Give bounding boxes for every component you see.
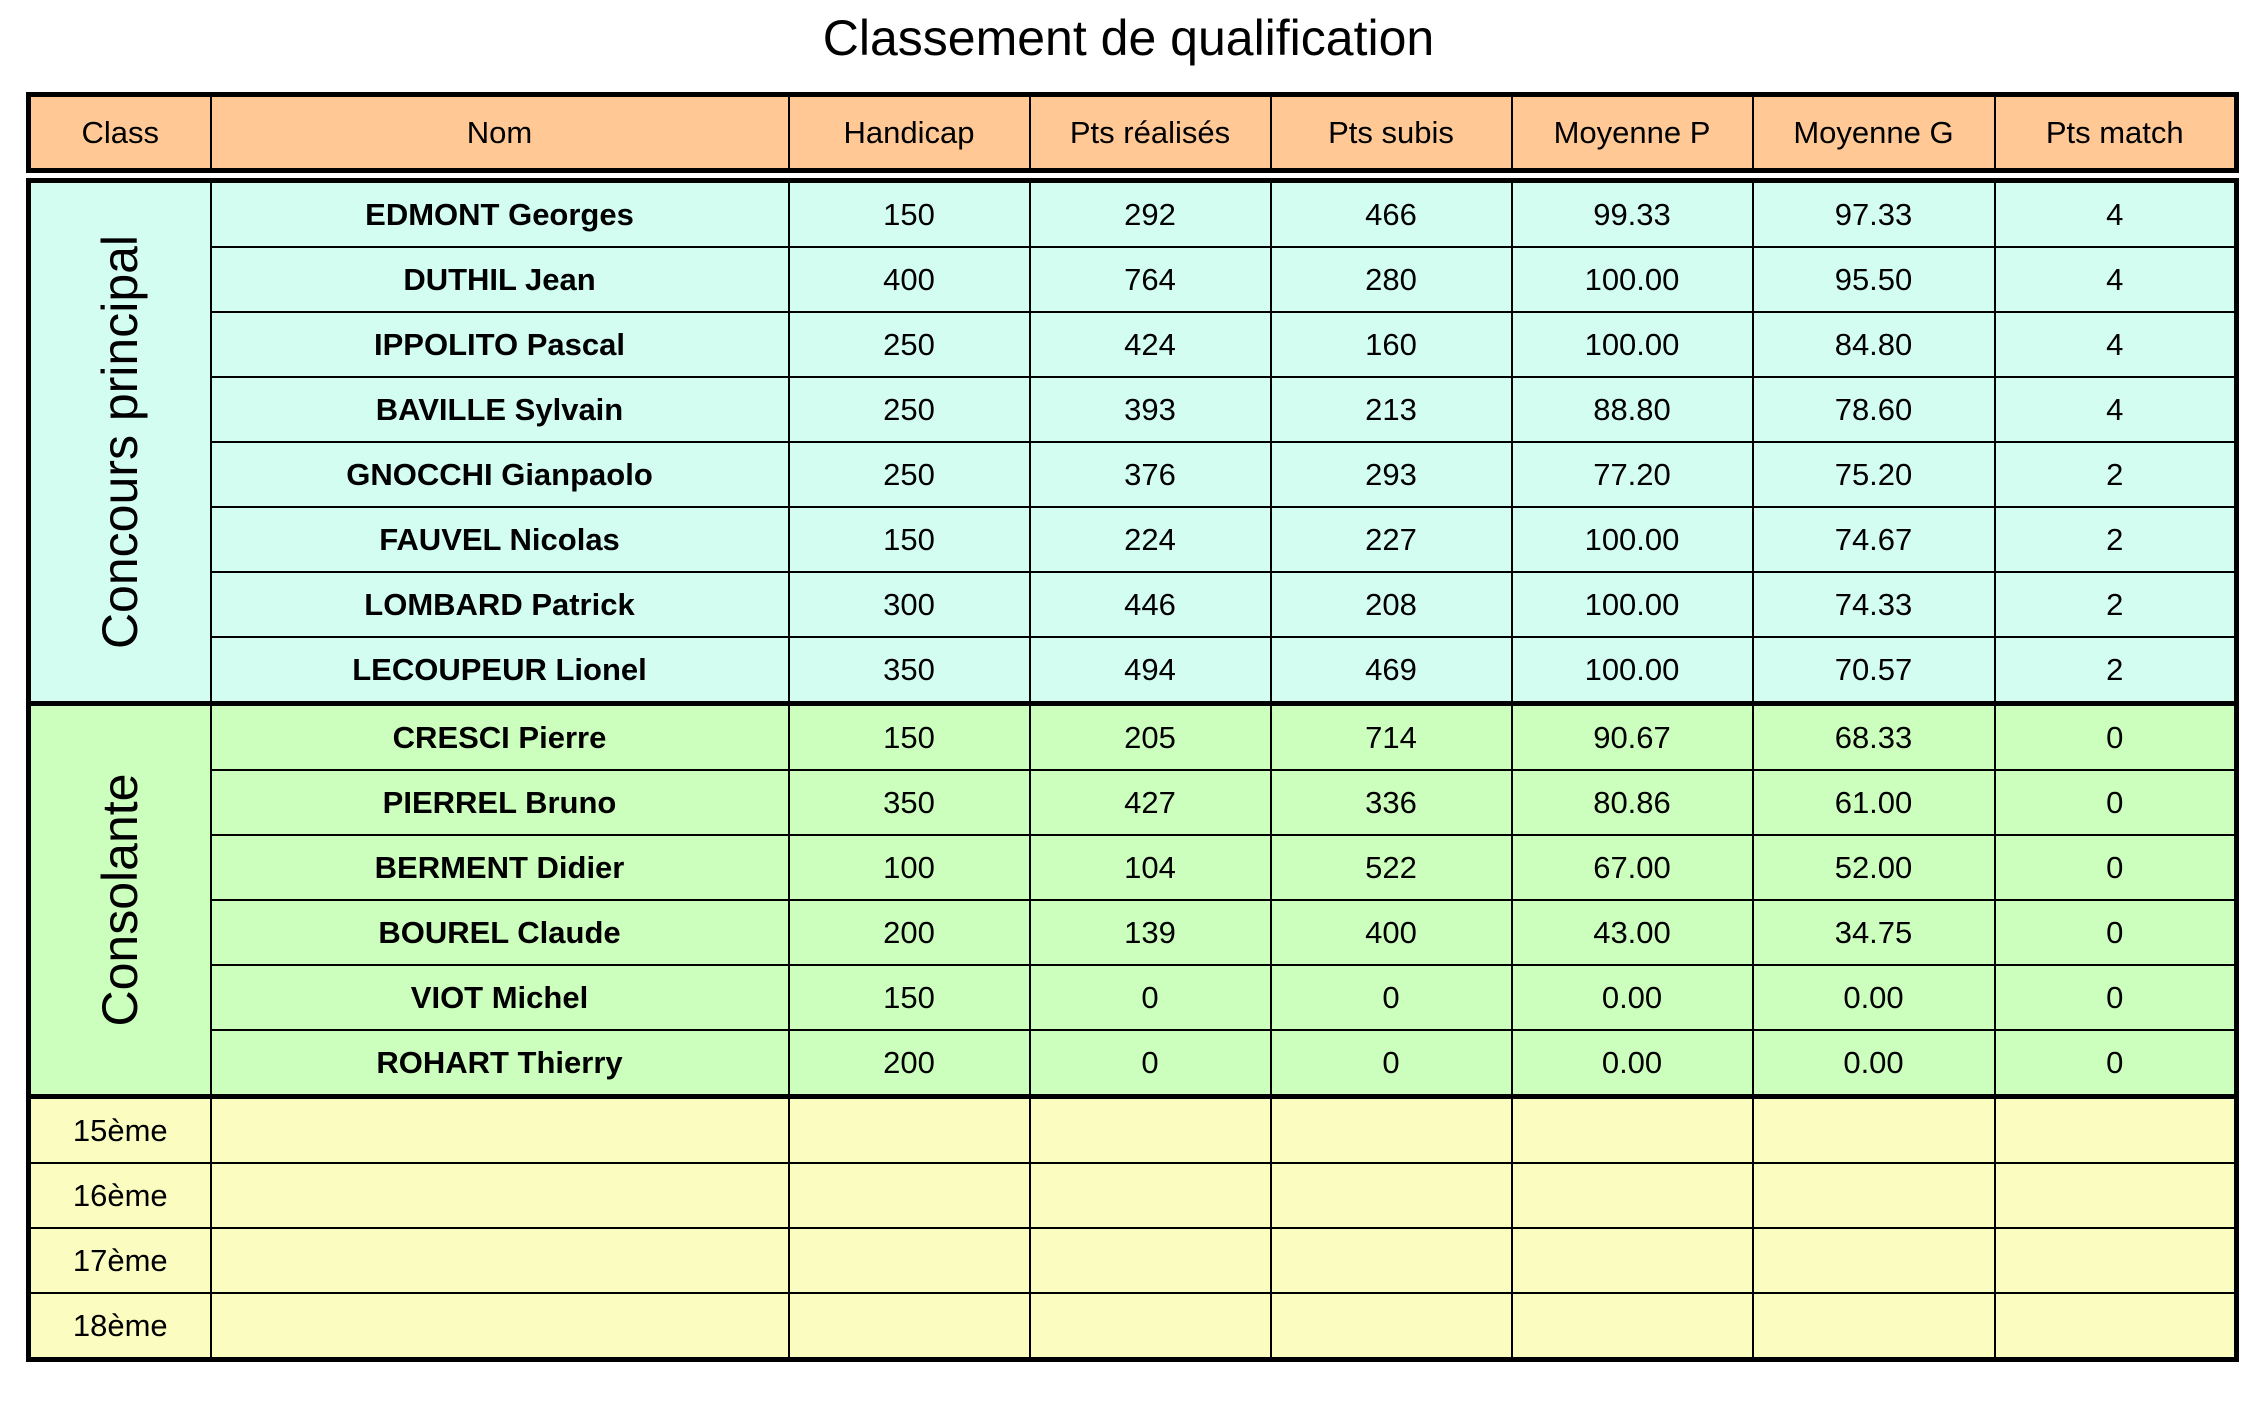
cell-moyenne-g: 70.57 <box>1753 637 1995 704</box>
cell-moyenne-p: 100.00 <box>1512 247 1753 312</box>
empty-rank-row <box>29 1163 2237 1228</box>
cell-handicap: 150 <box>789 181 1030 248</box>
empty-rank-row <box>29 1097 2237 1164</box>
table-row <box>29 572 2237 637</box>
cell-handicap: 150 <box>789 507 1030 572</box>
cell-moyenne-g: 74.33 <box>1753 572 1995 637</box>
cell-moyenne-p: 100.00 <box>1512 312 1753 377</box>
cell-rank: 18ème <box>29 1293 211 1360</box>
cell-handicap: 350 <box>789 770 1030 835</box>
cell-rank: 16ème <box>29 1163 211 1228</box>
cell-pts-realises: 427 <box>1030 770 1271 835</box>
table-row <box>29 835 2237 900</box>
cell-pts-realises: 446 <box>1030 572 1271 637</box>
cell-pts-subis: 469 <box>1271 637 1512 704</box>
cell-pts-subis: 293 <box>1271 442 1512 507</box>
empty-cell <box>211 1163 789 1228</box>
cell-handicap: 150 <box>789 965 1030 1030</box>
cell-pts-subis: 160 <box>1271 312 1512 377</box>
table-row <box>29 900 2237 965</box>
cell-moyenne-g: 97.33 <box>1753 181 1995 248</box>
cell-pts-match: 2 <box>1995 572 2237 637</box>
cell-handicap: 250 <box>789 442 1030 507</box>
cell-moyenne-p: 80.86 <box>1512 770 1753 835</box>
cell-pts-match: 0 <box>1995 704 2237 771</box>
empty-cell <box>1030 1228 1271 1293</box>
table-row <box>29 377 2237 442</box>
cell-moyenne-p: 88.80 <box>1512 377 1753 442</box>
empty-cell <box>211 1293 789 1360</box>
cell-moyenne-p: 43.00 <box>1512 900 1753 965</box>
empty-cell <box>1271 1163 1512 1228</box>
cell-moyenne-p: 100.00 <box>1512 637 1753 704</box>
cell-handicap: 200 <box>789 900 1030 965</box>
cell-pts-realises: 292 <box>1030 181 1271 248</box>
table-row <box>29 247 2237 312</box>
cell-moyenne-p: 100.00 <box>1512 507 1753 572</box>
cell-moyenne-g: 52.00 <box>1753 835 1995 900</box>
cell-pts-match: 0 <box>1995 1030 2237 1097</box>
empty-cell <box>1512 1293 1753 1360</box>
cell-pts-subis: 400 <box>1271 900 1512 965</box>
cell-moyenne-g: 0.00 <box>1753 965 1995 1030</box>
cell-nom: GNOCCHI Gianpaolo <box>211 442 789 507</box>
cell-moyenne-p: 100.00 <box>1512 572 1753 637</box>
empty-cell <box>789 1163 1030 1228</box>
cell-pts-match: 0 <box>1995 900 2237 965</box>
cell-nom: VIOT Michel <box>211 965 789 1030</box>
cell-pts-subis: 522 <box>1271 835 1512 900</box>
empty-rank-row <box>29 1228 2237 1293</box>
empty-rank-row <box>29 1293 2237 1360</box>
cell-nom: CRESCI Pierre <box>211 704 789 771</box>
table-row <box>29 704 2237 771</box>
cell-moyenne-g: 75.20 <box>1753 442 1995 507</box>
cell-pts-subis: 0 <box>1271 1030 1512 1097</box>
group-label-text: Concours principal <box>92 234 149 650</box>
cell-moyenne-p: 0.00 <box>1512 1030 1753 1097</box>
group-label-text: Consolante <box>92 773 149 1027</box>
cell-nom: LECOUPEUR Lionel <box>211 637 789 704</box>
cell-pts-realises: 0 <box>1030 965 1271 1030</box>
cell-pts-subis: 0 <box>1271 965 1512 1030</box>
cell-moyenne-g: 68.33 <box>1753 704 1995 771</box>
cell-handicap: 100 <box>789 835 1030 900</box>
cell-rank: 17ème <box>29 1228 211 1293</box>
cell-nom: FAUVEL Nicolas <box>211 507 789 572</box>
column-header-class: Class <box>29 95 211 171</box>
column-header-moyenne-g: Moyenne G <box>1753 95 1995 171</box>
cell-nom: EDMONT Georges <box>211 181 789 248</box>
cell-nom: ROHART Thierry <box>211 1030 789 1097</box>
cell-handicap: 250 <box>789 377 1030 442</box>
table-row <box>29 770 2237 835</box>
cell-rank: 15ème <box>29 1097 211 1164</box>
cell-pts-realises: 764 <box>1030 247 1271 312</box>
column-header-nom: Nom <box>211 95 789 171</box>
table-row <box>29 442 2237 507</box>
cell-moyenne-p: 90.67 <box>1512 704 1753 771</box>
empty-cell <box>1512 1163 1753 1228</box>
empty-cell <box>1271 1293 1512 1360</box>
empty-cell <box>1753 1163 1995 1228</box>
cell-handicap: 350 <box>789 637 1030 704</box>
empty-cell <box>1753 1293 1995 1360</box>
cell-pts-subis: 213 <box>1271 377 1512 442</box>
cell-pts-realises: 139 <box>1030 900 1271 965</box>
table-row <box>29 965 2237 1030</box>
table-row <box>29 1030 2237 1097</box>
empty-cell <box>1753 1097 1995 1164</box>
cell-pts-realises: 424 <box>1030 312 1271 377</box>
cell-handicap: 200 <box>789 1030 1030 1097</box>
cell-moyenne-g: 0.00 <box>1753 1030 1995 1097</box>
cell-moyenne-g: 95.50 <box>1753 247 1995 312</box>
cell-nom: DUTHIL Jean <box>211 247 789 312</box>
page-title: Classement de qualification <box>822 10 1435 66</box>
group-label-consolante <box>29 704 211 1097</box>
cell-pts-match: 2 <box>1995 507 2237 572</box>
cell-moyenne-p: 0.00 <box>1512 965 1753 1030</box>
column-header-handicap: Handicap <box>789 95 1030 171</box>
cell-nom: BERMENT Didier <box>211 835 789 900</box>
cell-moyenne-p: 67.00 <box>1512 835 1753 900</box>
empty-cell <box>1271 1228 1512 1293</box>
empty-cell <box>1753 1228 1995 1293</box>
cell-pts-realises: 104 <box>1030 835 1271 900</box>
cell-pts-match: 4 <box>1995 312 2237 377</box>
empty-cell <box>1512 1228 1753 1293</box>
cell-pts-match: 2 <box>1995 442 2237 507</box>
ranking-table <box>26 178 2239 1362</box>
column-header-pts-match: Pts match <box>1995 95 2237 171</box>
cell-nom: BOUREL Claude <box>211 900 789 965</box>
empty-cell <box>789 1097 1030 1164</box>
cell-pts-match: 4 <box>1995 181 2237 248</box>
empty-cell <box>1271 1097 1512 1164</box>
cell-nom: PIERREL Bruno <box>211 770 789 835</box>
cell-handicap: 150 <box>789 704 1030 771</box>
column-header-pts-realises: Pts réalisés <box>1030 95 1271 171</box>
empty-cell <box>211 1097 789 1164</box>
table-row <box>29 181 2237 248</box>
header-table <box>26 92 2239 173</box>
group-label-concours-principal <box>29 181 211 704</box>
cell-pts-realises: 224 <box>1030 507 1271 572</box>
empty-cell <box>1030 1097 1271 1164</box>
cell-moyenne-p: 77.20 <box>1512 442 1753 507</box>
ranking-body <box>29 181 2237 1360</box>
empty-cell <box>1512 1097 1753 1164</box>
cell-nom: BAVILLE Sylvain <box>211 377 789 442</box>
cell-pts-subis: 280 <box>1271 247 1512 312</box>
table-row <box>29 507 2237 572</box>
empty-cell <box>1995 1097 2237 1164</box>
cell-moyenne-p: 99.33 <box>1512 181 1753 248</box>
table-row <box>29 637 2237 704</box>
column-header-moyenne-p: Moyenne P <box>1512 95 1753 171</box>
cell-nom: LOMBARD Patrick <box>211 572 789 637</box>
cell-pts-match: 4 <box>1995 377 2237 442</box>
empty-cell <box>789 1293 1030 1360</box>
cell-pts-realises: 393 <box>1030 377 1271 442</box>
cell-pts-match: 0 <box>1995 965 2237 1030</box>
cell-pts-match: 2 <box>1995 637 2237 704</box>
cell-handicap: 300 <box>789 572 1030 637</box>
cell-pts-match: 4 <box>1995 247 2237 312</box>
cell-pts-realises: 494 <box>1030 637 1271 704</box>
cell-moyenne-g: 84.80 <box>1753 312 1995 377</box>
cell-pts-match: 0 <box>1995 835 2237 900</box>
cell-nom: IPPOLITO Pascal <box>211 312 789 377</box>
empty-cell <box>211 1228 789 1293</box>
cell-pts-subis: 227 <box>1271 507 1512 572</box>
cell-handicap: 250 <box>789 312 1030 377</box>
table-row <box>29 312 2237 377</box>
cell-moyenne-g: 61.00 <box>1753 770 1995 835</box>
cell-moyenne-g: 34.75 <box>1753 900 1995 965</box>
empty-cell <box>1995 1293 2237 1360</box>
empty-cell <box>1030 1163 1271 1228</box>
cell-pts-realises: 376 <box>1030 442 1271 507</box>
cell-pts-realises: 205 <box>1030 704 1271 771</box>
empty-cell <box>789 1228 1030 1293</box>
empty-cell <box>1995 1228 2237 1293</box>
cell-pts-subis: 466 <box>1271 181 1512 248</box>
empty-cell <box>1030 1293 1271 1360</box>
header-row <box>29 95 2237 171</box>
cell-pts-subis: 336 <box>1271 770 1512 835</box>
empty-cell <box>1995 1163 2237 1228</box>
cell-handicap: 400 <box>789 247 1030 312</box>
cell-pts-subis: 714 <box>1271 704 1512 771</box>
cell-pts-match: 0 <box>1995 770 2237 835</box>
cell-pts-realises: 0 <box>1030 1030 1271 1097</box>
column-header-pts-subis: Pts subis <box>1271 95 1512 171</box>
cell-moyenne-g: 78.60 <box>1753 377 1995 442</box>
cell-pts-subis: 208 <box>1271 572 1512 637</box>
cell-moyenne-g: 74.67 <box>1753 507 1995 572</box>
